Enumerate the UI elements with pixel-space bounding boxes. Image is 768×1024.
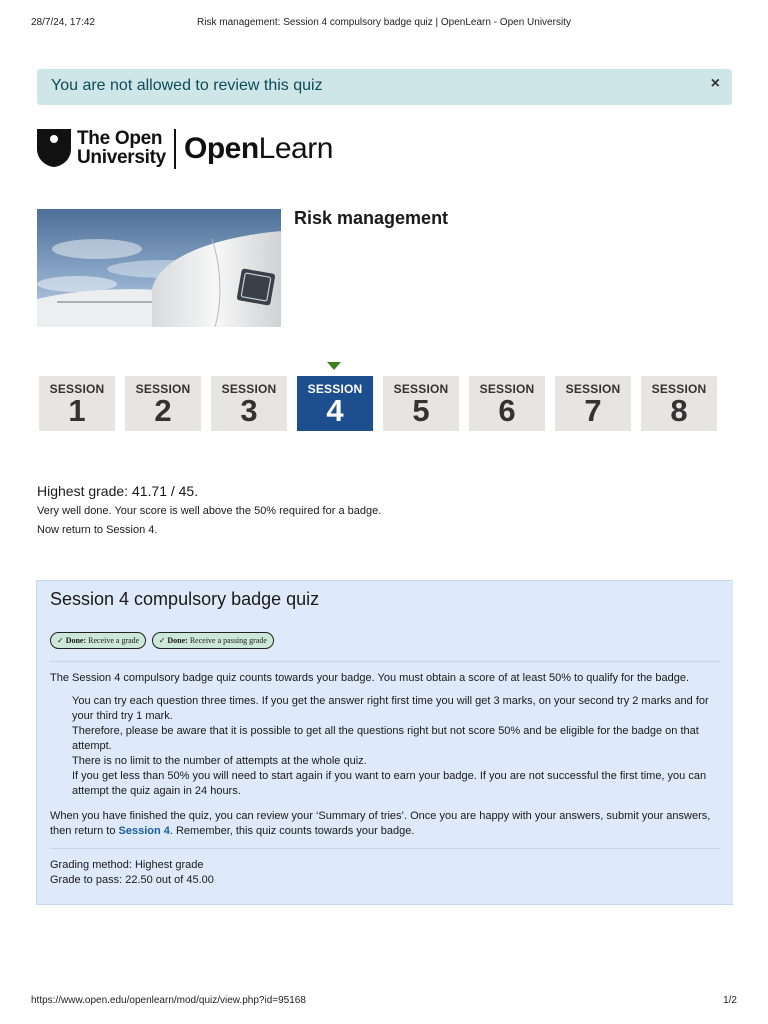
result-feedback: Very well done. Your score is well above the 50% required for a badge. bbox=[37, 505, 382, 517]
result-next-step: Now return to Session 4. bbox=[37, 524, 158, 536]
completion-badge-grade: ✓ Done: Receive a grade bbox=[50, 632, 146, 649]
tab-session-2[interactable]: SESSION 2 bbox=[125, 376, 201, 431]
grading-method: Grading method: Highest grade bbox=[50, 859, 204, 871]
ou-wordmark: The Open University bbox=[77, 128, 166, 168]
logo-divider bbox=[174, 129, 176, 169]
session-4-link[interactable]: Session 4 bbox=[118, 825, 170, 837]
quiz-intro: The Session 4 compulsory badge quiz counts towards your badge. You must obtain a score of at least 50% to qualify for the badge. bbox=[50, 672, 690, 684]
tab-session-5[interactable]: SESSION 5 bbox=[383, 376, 459, 431]
quiz-rule: There is no limit to the number of attempts at the whole quiz. bbox=[72, 755, 367, 767]
print-page-title: Risk management: Session 4 compulsory badge quiz | OpenLearn - Open University bbox=[197, 17, 571, 28]
grading-info bbox=[50, 858, 720, 888]
alert-message: You are not allowed to review this quiz bbox=[51, 77, 323, 94]
divider bbox=[50, 661, 720, 662]
highest-grade: Highest grade: 41.71 / 45. bbox=[37, 483, 199, 499]
quiz-rule: Therefore, please be aware that it is possible to get all the questions right but not score 50% and be eligible for the badge on that attempt. bbox=[72, 725, 699, 752]
tab-session-8[interactable]: SESSION 8 bbox=[641, 376, 717, 431]
quiz-finish-instructions: When you have finished the quiz, you can review your ‘Summary of tries’. Once you are happy with your answers, submit your answers, then return to Session 4. Remember, this quiz counts towards your badge. bbox=[50, 810, 711, 837]
tab-session-4[interactable]: SESSION 4 bbox=[297, 376, 373, 431]
quiz-info-panel bbox=[36, 580, 733, 905]
course-title: Risk management bbox=[294, 208, 449, 228]
close-icon[interactable]: × bbox=[710, 75, 720, 92]
print-footer bbox=[31, 995, 737, 1009]
rolls-royce-engine-image bbox=[37, 209, 281, 327]
course-hero-image bbox=[37, 209, 281, 327]
ou-shield-icon bbox=[37, 129, 71, 167]
tab-session-7[interactable]: SESSION 7 bbox=[555, 376, 631, 431]
quiz-result bbox=[37, 483, 737, 543]
session-navigation bbox=[39, 362, 719, 432]
completion-requirements bbox=[50, 630, 720, 652]
print-date: 28/7/24, 17:42 bbox=[31, 17, 95, 28]
check-icon: ✓ bbox=[57, 636, 64, 645]
print-url: https://www.open.edu/openlearn/mod/quiz/view.php?id=95168 bbox=[31, 995, 306, 1006]
tab-session-3[interactable]: SESSION 3 bbox=[211, 376, 287, 431]
tab-session-1[interactable]: SESSION 1 bbox=[39, 376, 115, 431]
alert-banner bbox=[37, 69, 732, 105]
divider bbox=[50, 848, 720, 849]
quiz-title: Session 4 compulsory badge quiz bbox=[50, 589, 320, 609]
quiz-rule: If you get less than 50% you will need to start again if you want to earn your badge. If you are not successful the first time, you can attempt the quiz again in 24 hours. bbox=[72, 770, 707, 797]
print-page-number: 1/2 bbox=[723, 995, 737, 1006]
tab-session-6[interactable]: SESSION 6 bbox=[469, 376, 545, 431]
openlearn-wordmark: OpenLearn bbox=[184, 132, 333, 165]
grade-to-pass: Grade to pass: 22.50 out of 45.00 bbox=[50, 874, 214, 886]
completion-badge-passing-grade: ✓ Done: Receive a passing grade bbox=[152, 632, 274, 649]
site-logo[interactable] bbox=[37, 127, 337, 171]
active-session-marker-icon bbox=[327, 362, 341, 370]
quiz-rule: You can try each question three times. If you get the answer right first time you will get 3 marks, on your second try 2 marks and for your third try 1 mark. bbox=[72, 695, 709, 722]
check-icon: ✓ bbox=[158, 636, 166, 645]
print-header bbox=[31, 17, 737, 31]
quiz-rules bbox=[50, 694, 720, 799]
